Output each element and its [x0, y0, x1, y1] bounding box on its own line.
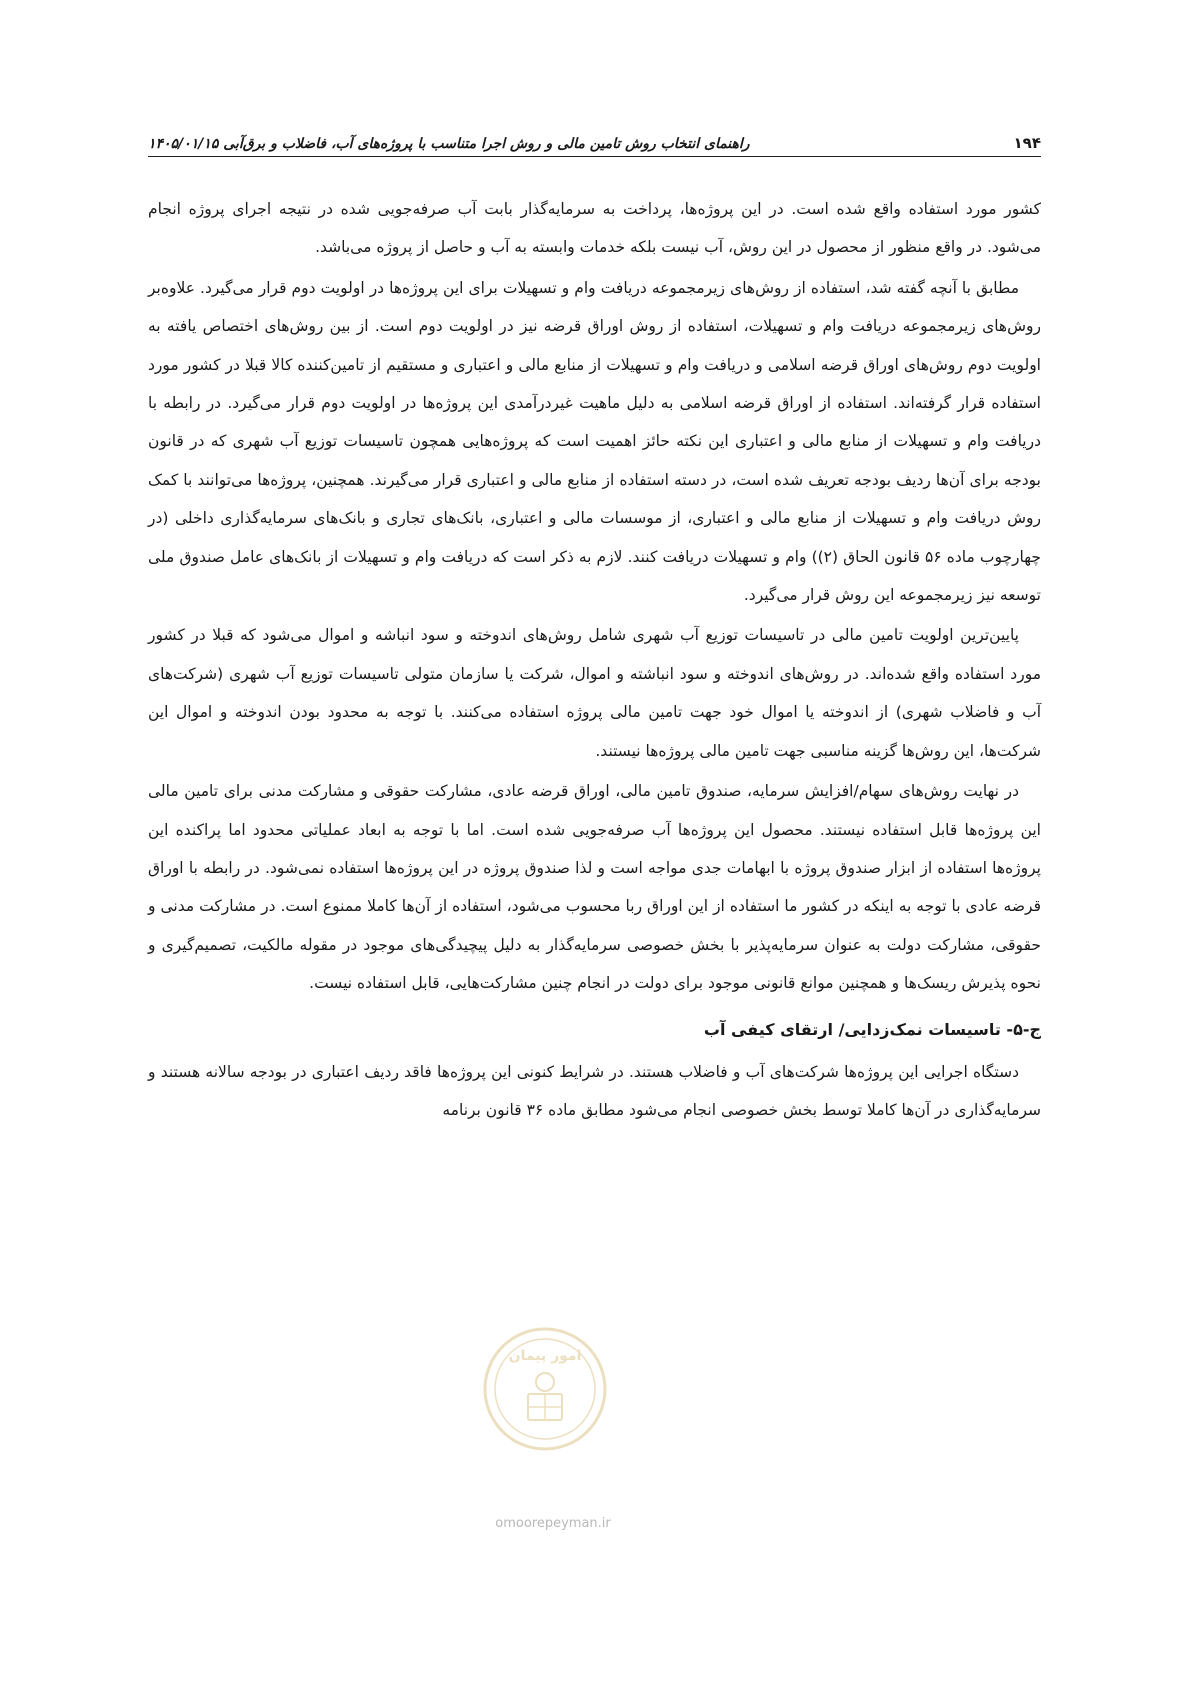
body-paragraph: دستگاه اجرایی این پروژه‌ها شرکت‌های آب و فاضلاب هستند. در شرایط کنونی این پروژه‌ها فاقد ردیف اعتباری در بودجه سالانه هستند و سرمایه‌گذاری در آن‌ها کاملا توسط بخش خصوصی انجام می‌شود مطابق ماده ۳۶ قانون برنامه — [148, 1062, 1041, 1120]
body-paragraph: پایین‌ترین اولویت تامین مالی در تاسیسات توزیع آب شهری شامل روش‌های اندوخته و سود انباشه و اموال می‌شود که قبلا در کشور مورد استفاده واقع شده‌اند. در روش‌های اندوخته و سود انباشته و اموال، شرکت یا سازمان متولی تاسیسات توزیع آب شهری (شرکت‌های آب و فاضلاب شهری) از اندوخته یا اموال خود جهت تامین مالی پروژه استفاده می‌کنند. با توجه به محدود بودن اندوخته و اموال این شرکت‌ها، این روش‌ها گزینه مناسبی جهت تامین مالی پروژه‌ها نیستند. — [148, 626, 1041, 760]
body-paragraph: مطابق با آنچه گفته شد، استفاده از روش‌های زیرمجموعه دریافت وام و تسهیلات برای این پروژه‌ها در اولویت دوم قرار می‌گیرد. علاوه‌بر روش‌های زیرمجموعه دریافت وام و تسهیلات، استفاده از روش اوراق قرضه نیز در اولویت دوم است. از بین روش‌های اختصاص یافته به اولویت دوم روش‌های اوراق قرضه اسلامی و دریافت وام و تسهیلات از منابع مالی و اعتباری و مستقیم از تامین‌کننده کالا قبلا در کشور مورد استفاده قرار گرفته‌اند. استفاده از اوراق قرضه اسلامی به دلیل ماهیت غیردرآمدی این پروژه‌ها در اولویت دوم قرار می‌گیرد. در رابطه با دریافت وام و تسهیلات از منابع مالی و اعتباری این نکته حائز اهمیت است که پروژه‌هایی همچون تاسیسات توزیع آب شهری که در قانون بودجه برای آن‌ها ردیف بودجه تعریف شده است، در دسته استفاده از منابع مالی و اعتباری قرار می‌گیرند. همچنین، پروژه‌ها می‌توانند با کمک روش دریافت وام و تسهیلات از منابع مالی و اعتباری، از موسسات مالی و اعتباری، بانک‌های تجاری و بانک‌های سرمایه‌گذاری داخلی (در چهارچوب ماده ۵۶ قانون الحاق (۲)) وام و تسهیلات دریافت کنند. لازم به ذکر است که دریافت وام و تسهیلات از بانک‌های عامل صندوق ملی توسعه نیز زیرمجموعه این روش قرار می‌گیرد. — [148, 278, 1041, 605]
watermark-logo-text: امور پیمان — [508, 1348, 582, 1364]
document-body — [148, 190, 1041, 1132]
running-title: راهنمای انتخاب روش تامین مالی و روش اجرا متناسب با پروژه‌های آب، فاضلاب و برق‌آبی ۱۴۰۵/۰۱/۱۵ — [148, 136, 750, 152]
header-divider — [148, 156, 1041, 157]
page-number: ۱۹۴ — [1013, 134, 1041, 152]
watermark-logo — [478, 1322, 612, 1456]
body-paragraph: در نهایت روش‌های سهام/افزایش سرمایه، صندوق تامین مالی، اوراق قرضه عادی، مشارکت حقوقی و مشارکت مدنی برای تامین مالی این پروژه‌ها قابل استفاده نیستند. محصول این پروژه‌ها آب صرفه‌جویی شده است. اما با توجه به ابعاد عملیاتی محدود اما پراکنده این پروژه‌ها استفاده از ابزار صندوق پروژه با ابهامات جدی مواجه است و لذا صندوق پروژه در این پروژه‌ها استفاده نمی‌شود. در رابطه با اوراق قرضه عادی با توجه به اینکه در کشور ما استفاده از این اوراق ربا محسوب می‌شود، استفاده از آن‌ها کاملا ممنوع است. در مشارکت مدنی و حقوقی، مشارکت دولت به عنوان سرمایه‌پذیر با بخش خصوصی سرمایه‌گذار به دلیل پیچیدگی‌های موجود در مقوله مالکیت، تصمیم‌گیری و نحوه پذیرش ریسک‌ها و همچنین موانع قانونی موجود برای دولت در انجام چنین مشارکت‌هایی، قابل استفاده نیست. — [148, 782, 1041, 993]
body-paragraph: کشور مورد استفاده واقع شده است. در این پروژه‌ها، پرداخت به سرمایه‌گذار بابت آب صرفه‌جویی شده در نتیجه اجرای پروژه انجام می‌شود. در واقع منظور از محصول در این روش، آب نیست بلکه خدمات وابسته به آب و حاصل از پروژه می‌باشد. — [148, 200, 1041, 257]
page-header — [148, 128, 1041, 152]
section-heading: ج-۵- تاسیسات نمک‌زدایی/ ارتقای کیفی آب — [703, 1019, 1041, 1039]
watermark-url: omoorepeyman.ir — [495, 1516, 611, 1531]
